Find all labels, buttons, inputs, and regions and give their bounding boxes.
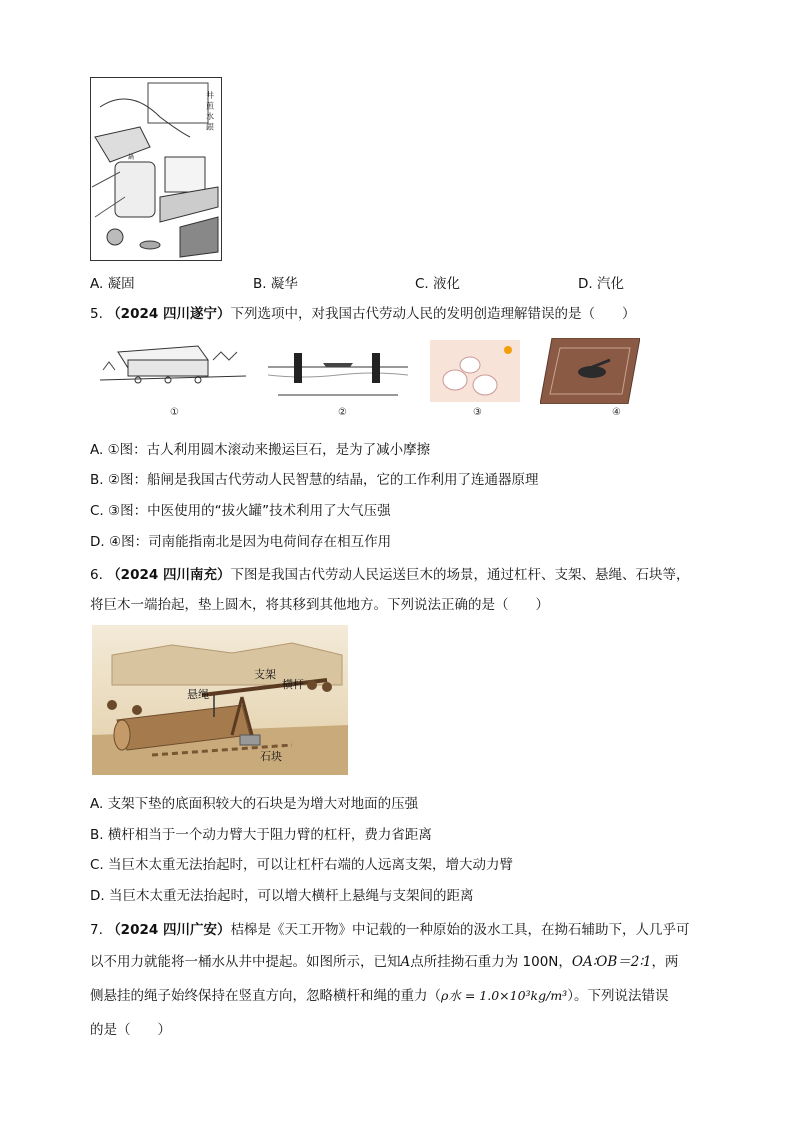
q7-line1: [90, 918, 689, 938]
q7-text-3a: 侧悬挂的绳子始终保持在竖直方向，忽略横杆和绳的重力（: [90, 988, 441, 1004]
q7-ratio: OA∶OB＝2∶1: [571, 954, 652, 970]
q6-option-a: A. 支架下垫的底面积较大的石块是为增大对地面的压强: [90, 796, 419, 812]
q4-figure: [90, 77, 222, 261]
q5-option-a: A. ①图：古人利用圆木滚动来搬运巨石，是为了减小摩擦: [90, 442, 431, 458]
q6-figure: [92, 625, 348, 775]
q6-stem-line2: 将巨木一端抬起，垫上圆木，将其移到其他地方。下列说法正确的是（ ）: [90, 597, 549, 613]
q5-number: 5.: [90, 306, 103, 322]
q6-option-b: B. 横杆相当于一个动力臂大于阻力臂的杠杆，费力省距离: [90, 827, 432, 843]
q4-option-d: D. 汽化: [578, 276, 624, 292]
q5-figure-4: [540, 338, 640, 404]
q6-number: 6.: [90, 567, 103, 583]
q6-option-c: C. 当巨木太重无法抬起时，可以让杠杆右端的人远离支架，增大动力臂: [90, 857, 514, 873]
q5-figure-3: [430, 340, 520, 402]
q4-pot-label: 鍋: [128, 154, 135, 161]
q6-label-stone: 石块: [260, 750, 282, 763]
q5-source: （2024 四川遂宁）: [107, 306, 231, 322]
q7-number: 7.: [90, 922, 103, 938]
q7-line2: [90, 950, 678, 970]
q6-label-rope: 悬绳: [187, 688, 209, 701]
q7-var-a: A: [400, 954, 411, 970]
q6-text-1: 下图是我国古代劳动人民运送巨木的场景，通过杠杆、支架、悬绳、石块等，: [230, 567, 690, 583]
q4-option-b: B. 凝华: [253, 276, 298, 292]
q5-option-c: C. ③图：中医使用的“拔火罐”技术利用了大气压强: [90, 503, 391, 519]
q6-stem-line1: [90, 563, 689, 583]
q5-text: 下列选项中，对我国古代劳动人民的发明创造理解错误的是（ ）: [230, 306, 636, 322]
q6-option-d: D. 当巨木太重无法抬起时，可以增大横杆上悬绳与支架间的距离: [90, 888, 474, 904]
q5-caption-3: ③: [473, 407, 482, 418]
q5-figure-2: [268, 345, 408, 400]
q5-stem: [90, 302, 635, 322]
q4-figure-title: 井 煎 水 銀: [205, 91, 215, 131]
q5-caption-4: ④: [612, 407, 621, 418]
q7-line3: [90, 984, 668, 1004]
q5-option-d: D. ④图：司南能指南北是因为电荷间存在相互作用: [90, 534, 392, 550]
q7-density-formula: ρ水 = 1.0×10³kg/m³: [441, 988, 568, 1003]
q6-label-support: 支架: [254, 668, 276, 681]
q7-text-2c: ，两: [651, 954, 679, 970]
q5-figure-1: [98, 340, 248, 400]
q5-option-b: B. ②图：船闸是我国古代劳动人民智慧的结晶，它的工作利用了连通器原理: [90, 472, 539, 488]
q7-source: （2024 四川广安）: [107, 922, 231, 938]
q7-text-2a: 以不用力就能将一桶水从井中提起。如图所示，已知: [90, 954, 401, 970]
q6-source: （2024 四川南充）: [107, 567, 231, 583]
q4-option-a: A. 凝固: [90, 276, 135, 292]
q4-option-c: C. 液化: [415, 276, 461, 292]
q7-line4: 的是（ ）: [90, 1022, 171, 1038]
q7-text-2b: 点所挂拗石重力为 100N，: [410, 954, 572, 970]
q7-text-1: 桔槔是《天工开物》中记载的一种原始的汲水工具，在拗石辅助下，人几乎可: [230, 922, 690, 938]
q5-caption-1: ①: [170, 407, 179, 418]
q6-label-lever: 横杆: [282, 678, 304, 691]
q5-caption-2: ②: [338, 407, 347, 418]
q7-text-3b: ）。下列说法错误: [567, 988, 669, 1004]
